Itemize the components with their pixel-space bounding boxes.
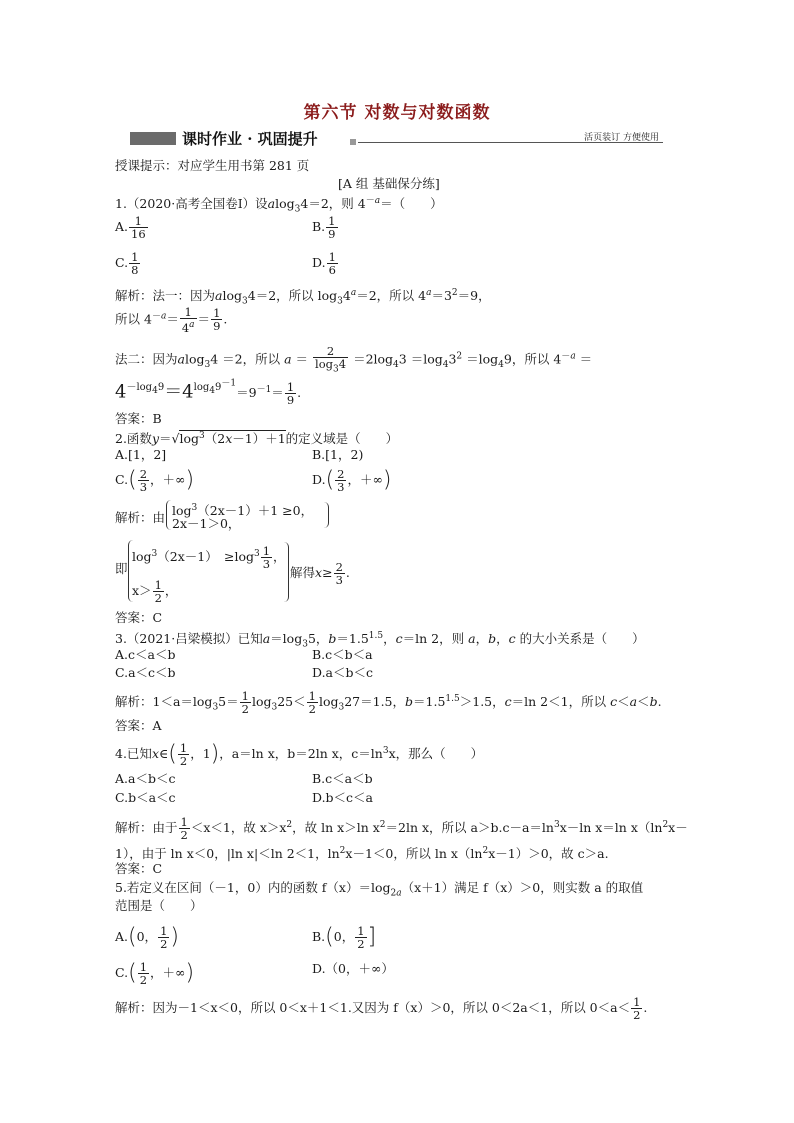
q1-option-c-label: C. <box>115 255 129 270</box>
q3-option-c: C.a＜c＜b <box>115 665 176 680</box>
q1-sol1-a: 解析：法一：因为 <box>115 288 216 304</box>
q1-sol3-frac: $\frac{2}{\log_34}$ <box>315 344 347 375</box>
q1-sol3-a: 法二：因为 <box>115 351 178 367</box>
q2-option-d: D.( $\frac{2}{3}$ ，＋∞) <box>312 467 392 494</box>
q5-option-d: D.（0，＋∞） <box>312 961 394 976</box>
q1-option-b <box>312 215 339 240</box>
q1-sol2-frac1: $\frac{1}{4^a}$ <box>181 305 195 335</box>
q1-option-d-num: 1 <box>328 250 336 264</box>
q3-stem: 3.（2021·吕梁模拟）已知$a=\log_35$，$b=1.5^{1.5}$，c＝ln 2，则 a，b，c 的大小关系是（ ） <box>115 631 645 650</box>
q3-stem-a: 3.（2021·吕梁模拟）已知 <box>115 631 263 647</box>
q4-option-a: A.a＜b＜c <box>115 771 176 786</box>
q5-option-b: B.(0， $\frac{1}{2}$ ] <box>312 924 377 951</box>
q4-option-c: C.b＜a＜c <box>115 790 176 805</box>
q4-stem-b: ，a＝ln x，b＝2ln x，c＝ln <box>219 746 383 761</box>
q1-sol1-c: ＝2，所以 4 <box>356 288 427 304</box>
q2-sys4-a: x＞ <box>132 583 152 598</box>
q1-sol3-e: 3 ＝log <box>398 351 443 367</box>
q4-sol2-a: 1），由于 ln x＜0，|ln x|＜ln 2＜1，ln <box>115 846 340 862</box>
q1-solution-line3: 法二：因为alog$_3$4 ＝2，所以 a ＝ $\frac{2}{\log_34}$ $=2\log_43 =\log_43^2 =\log_49$，所以 $4^{-a}$ ＝ <box>115 344 593 375</box>
q4-stem-c: x，那么（ ） <box>388 746 484 761</box>
banner-square-icon <box>350 139 356 145</box>
q3-stem-b: ，则 <box>439 631 465 647</box>
q1-sol3-i: ＝ <box>579 351 593 367</box>
q4-sol-a: 解析：由于 <box>115 820 178 835</box>
section-title: 第六节 对数与对数函数 <box>303 103 491 123</box>
q1-sol2-eq: ＝ <box>197 311 211 327</box>
q2-system-brace-right <box>324 502 329 528</box>
q5-solution: 解析：因为－1＜x＜0，所以 0＜x＋1＜1.又因为 f（x）＞0，所以 0＜2a＜1，所以 0＜a＜ $\frac{1}{2}$ . <box>115 995 648 1022</box>
q4-sol-d: ＝2ln x，所以 a＞b.c－a＝ln <box>385 820 554 835</box>
q4-option-d: D.b＜c＜a <box>312 790 374 805</box>
q1-sol1-b: ＝2，所以 log <box>255 288 338 304</box>
homework-banner <box>130 129 663 147</box>
q1-sol3-d: ＝2log <box>353 351 394 367</box>
q5-option-a: A.(0， $\frac{1}{2}$ ) <box>115 924 179 951</box>
q4-answer: 答案：C <box>115 861 163 876</box>
q2-sys1-a: log <box>172 503 192 519</box>
q1-sol3-c: ＝ <box>295 351 309 367</box>
q2-stem-a: 2.函数 <box>115 431 152 447</box>
q1-option-d-frac <box>327 251 338 276</box>
q2-solution-a: 解析：由 <box>115 510 166 525</box>
q1-answer: 答案：B <box>115 411 162 426</box>
q1-option-d-label: D. <box>312 255 326 270</box>
q2-sys3-b: （2x－1） ≥log <box>157 549 254 564</box>
q2-system-row2: 2x－1＞0， <box>172 516 241 531</box>
q1-option-a-num: 1 <box>129 215 148 228</box>
q5-stem-a: 5.若定义在区间（－1，0）内的函数 f（x）＝log <box>115 880 391 895</box>
q5-option-c: C.( $\frac{1}{2}$ ，＋∞) <box>115 960 195 987</box>
q3-solution: 解析：$1<a=\log_35=$ $\frac{1}{2}$ $\log_325<$ $\frac{1}{2}$ $\log_327=1.5$，$b=1.5^{1.5}>1.5$，c＝ln 2＜1，所以 c＜a＜b. <box>115 689 662 716</box>
q4-sol2-b: x－1＜0，所以 ln x（ln <box>345 846 483 862</box>
q1-option-a-frac <box>129 215 148 240</box>
banner-bar <box>130 132 176 145</box>
q1-sol2-a: 所以 4 <box>115 311 152 327</box>
q2-option-d-label: D. <box>312 472 326 487</box>
q4-solution-line1: 解析：由于 $\frac{1}{2}$ ＜x＜1，故 $x>x^2$，故 ln x＞ln $x^2=2\ln$ x，所以 $a>b.c-a=\ln^3x-\ln$ x＝ln $x(\ln^2x-$ <box>115 815 688 842</box>
q5-option-b-label: B. <box>312 929 326 944</box>
q1-option-b-num: 1 <box>328 214 336 228</box>
q1-sol3-g: ＝log <box>466 351 499 367</box>
q3-option-b: B.c＜b＜a <box>312 647 373 662</box>
q2-system2-row2: x＞ $\frac{1}{2}$ ， <box>132 578 178 605</box>
q2-system2-brace-right <box>284 542 289 602</box>
q2-solution-c: 解得x≥ $\frac{2}{3}$ . <box>290 560 350 587</box>
q1-solution-line2: 所以 $4^{-a}=$ $\frac{1}{4^a}$ ＝ $\frac{1}{9}$ . <box>115 305 228 335</box>
q1-option-b-label: B. <box>312 219 326 234</box>
q4-sol-c: ，故 ln x＞ln x <box>292 820 380 835</box>
q3-option-d: D.a＜b＜c <box>312 665 374 680</box>
q1-option-c-frac <box>129 251 140 276</box>
q1-sol3-f: 3 <box>448 351 457 367</box>
q4-sol-e: x－ln x＝ln x（ln <box>559 820 663 835</box>
q4-stem: 4.已知x∈( $\frac{1}{2}$ ，1)，a＝ln x，b＝2ln x，$c=\ln^3x$，那么（ ） <box>115 741 484 768</box>
q1-sol2-b: ＝ <box>166 311 179 327</box>
q2-system2-row1: $\log^3(2x-1)$ $\ge\log^3$ $\frac{1}{3}$ ， <box>132 544 286 571</box>
q1-option-a-label: A. <box>115 219 129 234</box>
q1-option-b-frac <box>326 215 337 240</box>
q3-option-a: A.c＜a＜b <box>115 647 176 662</box>
q1-option-c <box>115 251 141 276</box>
q4-sol-b: ＜x＜1，故 x＞x <box>190 820 287 835</box>
q1-sol3-h: 9，所以 4 <box>503 351 562 367</box>
q5-option-a-label: A. <box>115 929 129 944</box>
q2-option-c-label: C. <box>115 472 129 487</box>
q1-option-d-den: 6 <box>328 263 336 277</box>
q4-sol2-c: x－1）＞0，故 c＞a. <box>488 846 609 862</box>
q2-option-b: B.[1，2) <box>312 447 364 462</box>
q1-stem-b: ＝2，则 4 <box>308 196 366 212</box>
q2-stem: 2.函数$y=√\log^3(2x-1)+1$的定义域是（ ） <box>115 431 399 447</box>
q2-option-a: A.[1，2] <box>115 447 167 462</box>
q1-option-c-den: 8 <box>131 263 139 277</box>
banner-label: 课时作业 · 巩固提升 <box>182 130 318 148</box>
q1-stem-a: 1.（2020·高考全国卷Ⅰ）设 <box>115 196 268 212</box>
q4-option-b: B.c＜a＜b <box>312 771 373 786</box>
q1-sol1-d: ＝3 <box>431 288 452 304</box>
teaching-tip: 授课提示：对应学生用书第 281 页 <box>115 158 310 173</box>
q1-solution-line1: 解析：法一：因为alog$_3$4＝2，所以 $\log_34^a=2$，所以 $4^a=3^2=9$， <box>115 288 491 307</box>
q1-sol3-b: ＝2，所以 <box>222 351 281 367</box>
q2-system-brace <box>166 500 171 530</box>
banner-note: 活页装订 方便使用 <box>584 133 659 143</box>
q1-option-a-den: 16 <box>131 227 146 241</box>
q2-sys1-b: （2x－1）＋1 ≥0， <box>197 503 314 519</box>
q5-option-c-label: C. <box>115 965 129 980</box>
q5-stem-b: （x＋1）满足 f（x）＞0，则实数 a 的取值 <box>401 880 644 895</box>
q1-option-c-num: 1 <box>131 250 139 264</box>
q4-stem-a: 4.已知 <box>115 746 152 761</box>
q3-stem-c: 的大小关系是（ ） <box>519 631 645 647</box>
q1-sol1-e: ＝9， <box>457 288 491 304</box>
q1-solution-line4: $4^{-log_49}=4^{log_49^{-1}}=9^{-1}=$ $\frac{1}{9}$ . <box>115 379 302 408</box>
q4-solution-line2: 1），由于 ln x＜0，|ln x|＜ln 2＜1，$\ln^2x-1<0$，所以 $\ln x(\ln^2x-1)>0$，故 c＞a. <box>115 846 609 862</box>
q1-sol2-frac2: $\frac{1}{9}$ <box>213 306 221 334</box>
q2-stem-b: 的定义域是（ ） <box>285 431 399 447</box>
q1-stem-c: ＝（ ） <box>380 196 443 212</box>
q2-solution-b: 即 <box>115 561 128 576</box>
q5-stem-line2: 范围是（ ） <box>115 898 203 913</box>
q2-option-c: C.( $\frac{2}{3}$ ，＋∞) <box>115 467 195 494</box>
q1-option-a <box>115 215 149 240</box>
q2-answer: 答案：C <box>115 610 163 625</box>
q3-answer: 答案：A <box>115 718 162 733</box>
q5-stem: 5.若定义在区间（－1，0）内的函数 $f(x)=\log_{2a}(x+1)$满足 f（x）＞0，则实数 a 的取值 <box>115 880 644 899</box>
q5-sol-text: 解析：因为－1＜x＜0，所以 0＜x＋1＜1.又因为 f（x）＞0，所以 0＜2a＜1，所以 0＜a＜ <box>115 1000 631 1015</box>
q1-option-d <box>312 251 339 276</box>
q2-sys3-a: log <box>132 549 152 564</box>
q1-stem: 1.（2020·高考全国卷Ⅰ）设alog$_3$4＝2，则 $4^{-a}=$（ ） <box>115 196 443 215</box>
q2-system-row1: $\log^3(2x-1)+1 \ge 0$， <box>172 503 314 519</box>
q3-sol-a: 解析：1＜a＝log <box>115 694 213 709</box>
group-heading: [A 组 基础保分练] <box>338 176 440 191</box>
q4-sol-f: x－ <box>668 820 688 835</box>
q2-sol-c-text: 解得 <box>290 565 316 580</box>
q1-option-b-den: 9 <box>328 227 336 241</box>
